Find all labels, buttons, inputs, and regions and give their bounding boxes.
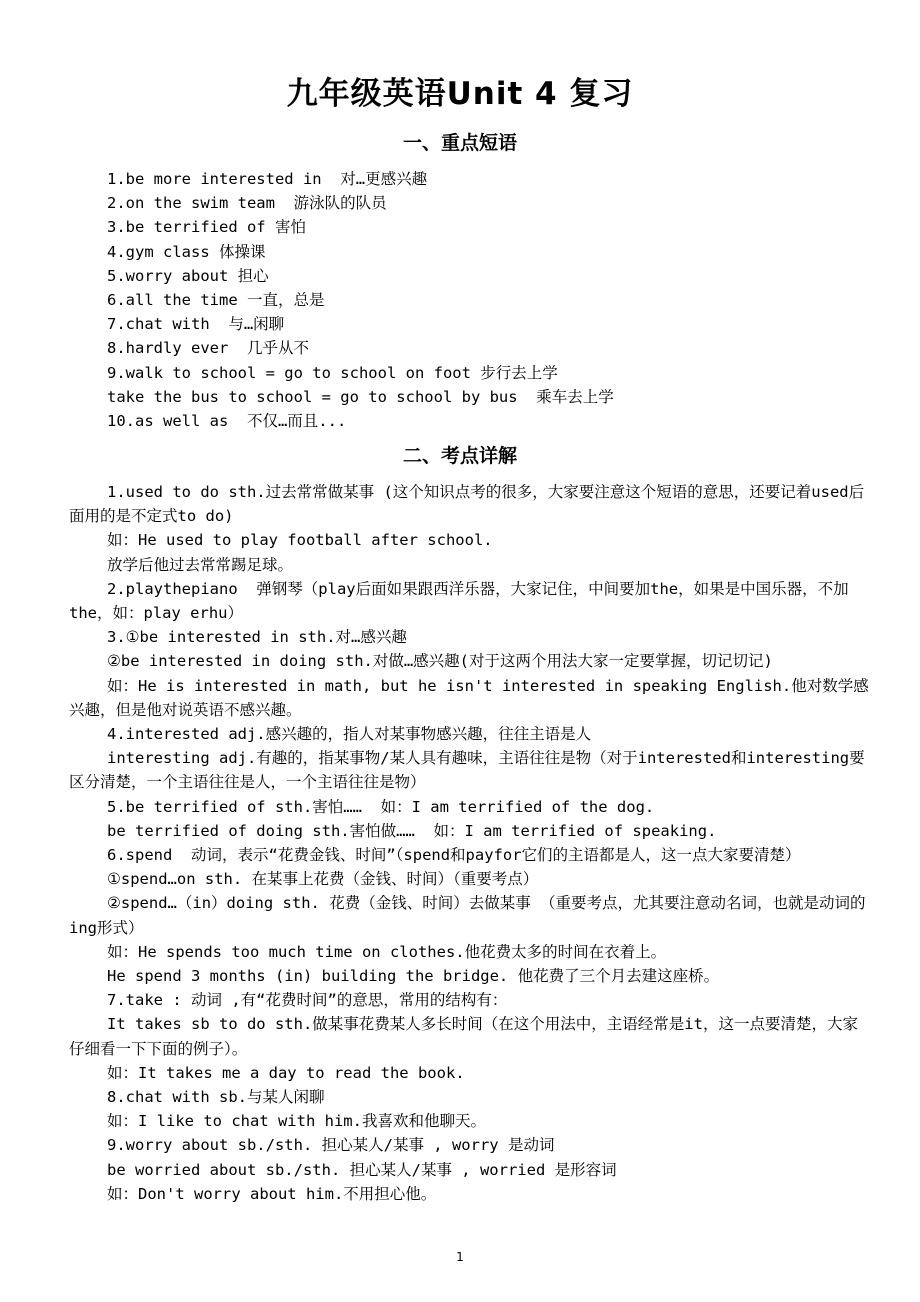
phrase-item: 6.all the time 一直，总是: [107, 291, 325, 310]
exam-point-item: 如：He spends too much time on clothes.他花费太多的时间在衣着上。: [107, 942, 667, 961]
exam-point-item: be terrified of doing sth.害怕做…… 如：I am terrified of speaking.: [107, 821, 717, 840]
exam-point-item: 1.used to do sth.过去常常做某事 (这个知识点考的很多，大家要注意这个短语的意思，还要记着used后面用的是不定式to do): [69, 483, 865, 526]
exam-point-item: 如：He used to play football after school.: [107, 531, 493, 550]
phrase-item: 7.chat with 与…闲聊: [107, 315, 285, 334]
phrase-item: 2.on the swim team 游泳队的队员: [107, 194, 387, 213]
exam-point-item: It takes sb to do sth.做某事花费某人多长时间（在这个用法中，主语经常是it，这一点要清楚，大家仔细看一下下面的例子）。: [69, 1015, 858, 1058]
key-phrases-list: [107, 167, 887, 433]
phrase-item: 8.hardly ever 几乎从不: [107, 339, 309, 358]
section-heading-key-phrases: 一、重点短语: [402, 132, 517, 154]
section-heading-exam-points: 二、考点详解: [402, 445, 517, 467]
exam-point-item: interesting adj.有趣的，指某事物/某人具有趣味，主语往往是物（对于interested和interesting要区分清楚，一个主语往往是人，一个主语往往是物）: [69, 749, 865, 792]
exam-point-item: 如：It takes me a day to read the book.: [107, 1063, 465, 1082]
exam-point-item: 如：Don't worry about him.不用担心他。: [107, 1184, 437, 1203]
exam-point-item: 9.worry about sb./sth. 担心某人/某事 , worry 是动词: [107, 1136, 555, 1155]
phrase-item: 1.be more interested in 对…更感兴趣: [107, 170, 428, 188]
phrase-item: 10.as well as 不仅…而且...: [107, 412, 347, 431]
exam-point-item: ②spend…（in）doing sth. 花费（金钱、时间）去做某事 （重要考点，尤其要注意动名词，也就是动词的ing形式）: [69, 894, 866, 937]
phrase-item: take the bus to school = go to school by bus 乘车去上学: [107, 387, 614, 406]
exam-point-item: 如：I like to chat with him.我喜欢和他聊天。: [107, 1112, 486, 1131]
exam-point-item: 4.interested adj.感兴趣的，指人对某事物感兴趣，往往主语是人: [107, 725, 592, 744]
exam-point-item: 8.chat with sb.与某人闲聊: [107, 1088, 325, 1107]
exam-point-item: 7.take : 动词 ,有“花费时间”的意思，常用的结构有：: [107, 991, 508, 1010]
exam-point-item: 2.playthepiano 弹钢琴（play后面如果跟西洋乐器，大家记住，中间要加the，如果是中国乐器，不加the，如：play erhu）: [69, 579, 849, 623]
phrase-item: 5.worry about 担心: [107, 266, 269, 285]
exam-point-item: He spend 3 months (in) building the bridge. 他花费了三个月去建这座桥。: [107, 967, 720, 986]
exam-point-item: ①spend…on sth. 在某事上花费（金钱、时间）（重要考点）: [107, 870, 539, 889]
phrase-item: 4.gym class 体操课: [107, 242, 266, 261]
exam-points-list: [69, 480, 869, 1206]
exam-point-item: 3.①be interested in sth.对…感兴趣: [107, 628, 407, 647]
exam-point-item: 放学后他过去常常踢足球。: [107, 555, 294, 574]
phrase-item: 3.be terrified of 害怕: [107, 218, 306, 237]
exam-point-item: ②be interested in doing sth.对做…感兴趣(对于这两个用法大家一定要掌握，切记切记): [107, 652, 773, 671]
exam-point-item: be worried about sb./sth. 担心某人/某事 , worried 是形容词: [107, 1160, 617, 1179]
exam-point-item: 6.spend 动词，表示“花费金钱、时间”（spend和payfor它们的主语都是人，这一点大家要清楚）: [107, 846, 801, 865]
page-number: 1: [456, 1250, 464, 1264]
exam-point-item: 如：He is interested in math, but he isn't interested in speaking English.他对数学感兴趣，但是他对说英语不感兴趣。: [69, 676, 869, 719]
document-title: 九年级英语Unit 4 复习: [286, 76, 634, 112]
exam-point-item: 5.be terrified of sth.害怕…… 如：I am terrified of the dog.: [107, 797, 655, 816]
phrase-item: 9.walk to school = go to school on foot 步行去上学: [107, 363, 558, 382]
